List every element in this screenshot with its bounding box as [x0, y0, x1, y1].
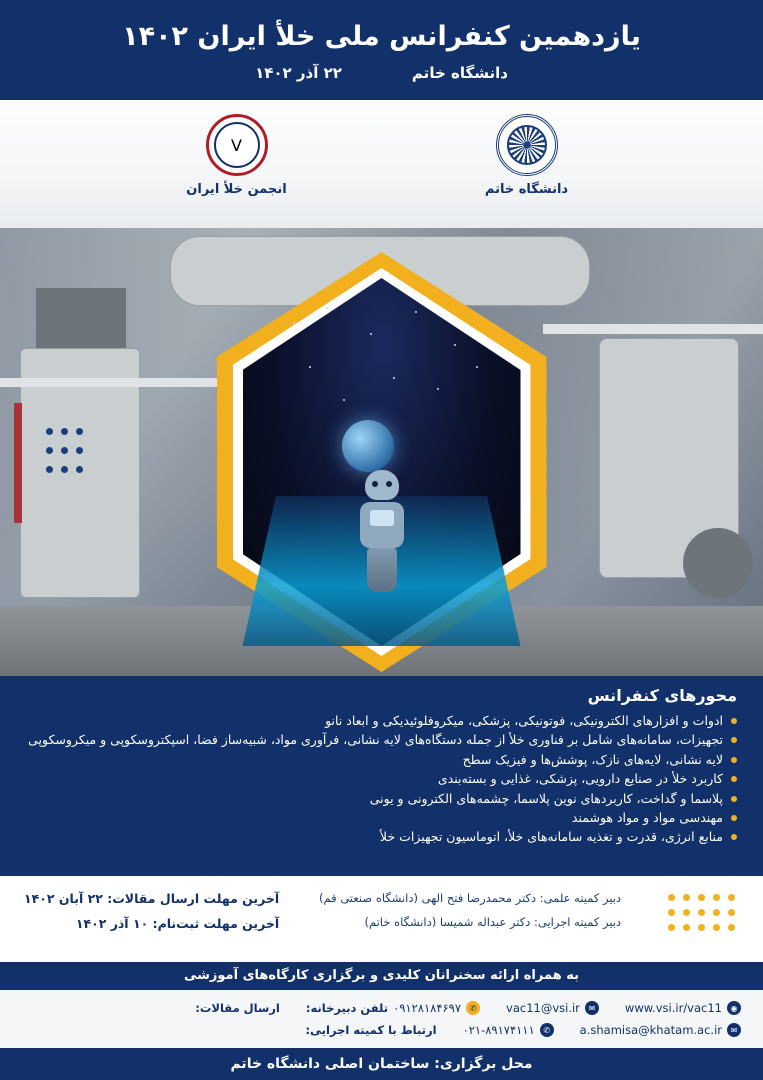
header-subline [0, 64, 763, 82]
contacts-row-papers [22, 997, 741, 1019]
hero-image [0, 228, 763, 676]
topics-heading: محورهای کنفرانس [587, 686, 737, 705]
hex-photo-frame [217, 252, 547, 672]
topic-item: ادوات و افزارهای الکترونیکی، فوتونیکی، پزشکی، میکروفلوئیدیکی و ابعاد نانو [26, 711, 737, 730]
contact-website-value: www.vsi.ir/vac11 [624, 1001, 722, 1015]
contact-email-papers-value: vac11@vsi.ir [506, 1001, 580, 1015]
logo-caption-society: انجمن خلأ ایران [186, 182, 287, 197]
deadlines-block [24, 886, 279, 936]
contact-phone-executive-value: ۰۲۱-۸۹۱۷۴۱۱۱ [462, 1023, 535, 1037]
vacuum-society-seal-icon: V [206, 114, 268, 176]
secretaries-block [319, 886, 621, 934]
executive-secretary: دبیر کمیته اجرایی: دکتر عبداله شمیسا (دانشگاه خاتم) [364, 915, 622, 930]
topics-list [26, 711, 737, 847]
contact-executive-label: ارتباط با کمیته اجرایی: [305, 1023, 437, 1037]
note-band: به همراه ارائه سخنرانان کلیدی و برگزاری کارگاه‌های آموزشی [0, 962, 763, 990]
contact-email-papers[interactable] [506, 1001, 599, 1015]
header-venue: دانشگاه خاتم [411, 63, 508, 82]
mail-icon: ✉ [727, 1023, 741, 1037]
contact-email-executive[interactable] [580, 1023, 741, 1037]
contacts-section [0, 990, 763, 1048]
page-title: یازدهمین کنفرانس ملی خلأ ایران ۱۴۰۲ [122, 21, 641, 52]
topic-item: لایه نشانی، لایه‌های نازک، پوشش‌ها و فیزیک سطح [26, 750, 737, 769]
phone-icon: ✆ [466, 1001, 480, 1015]
logo-block-society [137, 114, 337, 197]
logo-band [0, 100, 763, 228]
deadline-papers: آخرین مهلت ارسال مقالات: ۲۲ آبان ۱۴۰۲ [24, 891, 280, 906]
logo-block-khatam [427, 114, 627, 197]
topic-item: کاربرد خلأ در صنایع دارویی، پزشکی، غذایی و بسته‌بندی [26, 769, 737, 788]
topic-item: مهندسی مواد و مواد هوشمند [26, 808, 737, 827]
moon-graphic [342, 420, 394, 472]
photo-red-pipe [14, 403, 22, 523]
photo-duct-left [36, 288, 126, 348]
poster-header [0, 0, 763, 100]
scientific-secretary: دبیر کمیته علمی: دکتر محمدرضا فتح الهی (دانشگاه صنعتی قم) [319, 891, 622, 905]
khatam-university-seal-icon [496, 114, 558, 176]
topic-item: پلاسما و گداخت، کاربردهای نوین پلاسما، چشمه‌های الکترونی و یونی [26, 789, 737, 808]
photo-fan-right [683, 528, 753, 598]
contacts-row-executive [22, 1019, 741, 1041]
contact-phone-executive[interactable] [463, 1023, 554, 1037]
contact-website[interactable] [625, 1001, 741, 1015]
info-section [0, 876, 763, 966]
mail-icon: ✉ [585, 1001, 599, 1015]
decorative-dots-gold [661, 886, 739, 935]
robot-figure [350, 470, 414, 592]
phone-icon: ✆ [540, 1023, 554, 1037]
contact-papers-label: ارسال مقالات: [195, 1001, 280, 1015]
decorative-dots-blue [42, 424, 87, 481]
topics-section [0, 676, 763, 876]
header-date: ۲۲ آذر ۱۴۰۲ [255, 63, 342, 82]
globe-icon: ◉ [727, 1001, 741, 1015]
logo-caption-khatam: دانشگاه خاتم [484, 182, 569, 197]
photo-pipe-horizontal [0, 378, 230, 387]
photo-pipe-right [543, 324, 763, 334]
contact-phone-secretariat[interactable] [306, 1001, 480, 1015]
deadline-registration: آخرین مهلت ثبت‌نام: ۱۰ آذر ۱۴۰۲ [75, 916, 280, 931]
contact-phone-secretariat-value: ۰۹۱۲۸۱۸۴۶۹۷ [393, 1001, 462, 1015]
topic-item: منابع انرژی، قدرت و تغذیه سامانه‌های خلأ، اتوماسیون تجهیزات خلأ [26, 827, 737, 846]
contact-phone-secretariat-label: تلفن دبیرخانه: [305, 1001, 389, 1015]
topic-item: تجهیزات، سامانه‌های شامل بر فناوری خلأ از جمله دستگاه‌های لایه نشانی، فرآوری مواد، شبیه‌ساز فضا، اسپکتروسکوپی و میکروسکوپی [26, 730, 737, 749]
contact-email-executive-value: a.shamisa@khatam.ac.ir [579, 1023, 722, 1037]
poster-footer: محل برگزاری: ساختمان اصلی دانشگاه خاتم [0, 1048, 763, 1080]
